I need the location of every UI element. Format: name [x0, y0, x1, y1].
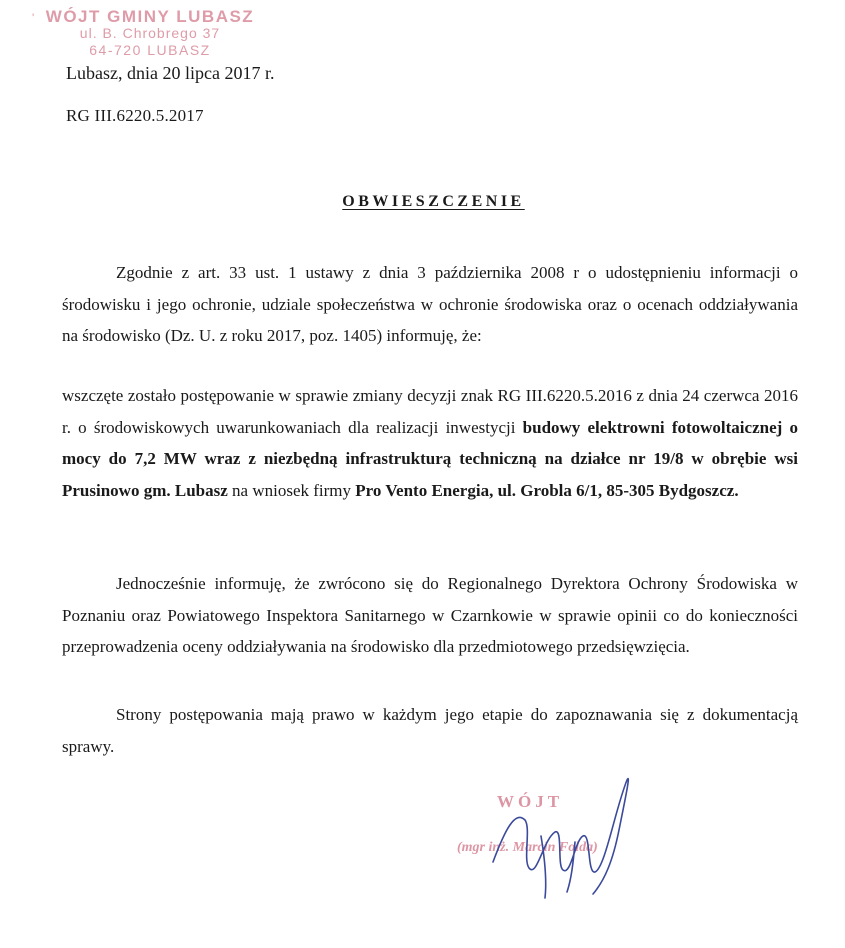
- handwritten-signature: [445, 770, 665, 910]
- investment-description: budowy elektrowni fotowoltaicznej o mocy do 7,2 MW wraz z niezbędną infrastrukturą techniczną na działce nr 19/8 w obrębie wsi Prusinowo gm. Lubasz: [62, 417, 798, 500]
- stamp-line-3: 64-720 LUBASZ: [89, 42, 211, 58]
- applicant: Pro Vento Energia, ul. Grobla 6/1, 85-305 Bydgoszcz.: [355, 480, 739, 500]
- proceeding-text-middle: na wniosek firmy: [227, 480, 356, 500]
- stamp-line-2: ul. B. Chrobrego 37: [79, 25, 221, 41]
- proceeding-text-start: wszczęte zostało postępowanie w sprawie zmiany decyzji znak RG III.6220.5.2016 z dnia 24 czerwca 2016 r. o środowiskowych uwarunkowaniach dla realizacji inwestycji: [62, 386, 798, 437]
- document-title: [0, 193, 845, 211]
- paragraph-legal-basis: Zgodnie z art. 33 ust. 1 ustawy z dnia 3 października 2008 r o udostępnieniu informacji o środowisku i jego ochronie, udziale społeczeństwa w ochronie środowiska oraz o ocenach oddziaływania na środowisko (Dz. U. z roku 2017, poz. 1405) informuję, że:: [62, 263, 798, 345]
- paragraph-parties-rights: Strony postępowania mają prawo w każdym jego etapie do zapoznawania się z dokumentacją sprawy.: [62, 705, 798, 756]
- signature-name: (mgr inż. Marcin Folda): [457, 840, 598, 855]
- document-title-text: OBWIESZCZENIE: [342, 193, 525, 210]
- stamp-mark: ': [32, 11, 35, 25]
- paragraph-proceeding: [62, 380, 798, 506]
- signature-block: [445, 770, 665, 910]
- reference-number: RG III.6220.5.2017: [66, 106, 204, 125]
- paragraph-consultation: Jednocześnie informuję, że zwrócono się do Regionalnego Dyrektora Ochrony Środowiska w Poznaniu oraz Powiatowego Inspektora Sanitarnego w Czarnkowie w sprawie opinii co do konieczności przeprowadzenia oceny oddziaływania na środowisko dla przedmiotowego przedsięwzięcia.: [62, 574, 798, 656]
- official-stamp: [32, 7, 255, 59]
- stamp-line-1: WÓJT GMINY LUBASZ: [45, 7, 255, 26]
- signature-title: WÓJT: [497, 792, 564, 811]
- place-date: Lubasz, dnia 20 lipca 2017 r.: [66, 63, 275, 83]
